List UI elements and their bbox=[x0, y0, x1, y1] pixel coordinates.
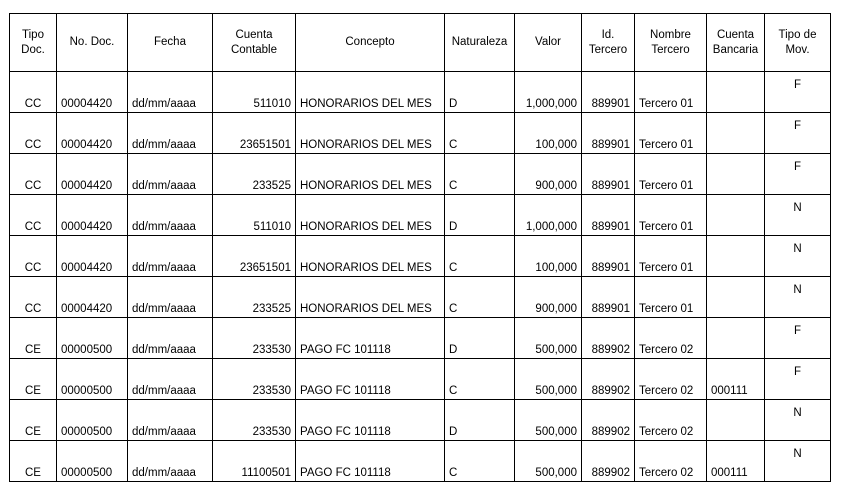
cell-fecha: dd/mm/aaaa bbox=[128, 72, 213, 113]
cell-cuenta-bancaria bbox=[707, 400, 765, 441]
cell-concepto: HONORARIOS DEL MES bbox=[296, 154, 445, 195]
cell-naturaleza: C bbox=[445, 441, 515, 482]
cell-nombre-tercero: Tercero 01 bbox=[635, 195, 707, 236]
accounting-entries-table bbox=[9, 13, 831, 482]
cell-id-tercero: 889902 bbox=[582, 318, 635, 359]
cell-id-tercero: 889902 bbox=[582, 359, 635, 400]
cell-naturaleza: D bbox=[445, 72, 515, 113]
cell-valor: 500,000 bbox=[515, 318, 582, 359]
cell-tipo-doc: CE bbox=[10, 359, 57, 400]
cell-nombre-tercero: Tercero 02 bbox=[635, 318, 707, 359]
cell-cuenta-contable: 23651501 bbox=[213, 236, 296, 277]
cell-tipo-doc: CC bbox=[10, 154, 57, 195]
cell-cuenta-contable: 233530 bbox=[213, 318, 296, 359]
cell-id-tercero: 889901 bbox=[582, 277, 635, 318]
header-cuenta-contable: Cuenta Contable bbox=[213, 14, 296, 72]
cell-tipo-mov: N bbox=[765, 236, 831, 277]
cell-no-doc: 00004420 bbox=[57, 236, 128, 277]
cell-valor: 900,000 bbox=[515, 277, 582, 318]
cell-concepto: HONORARIOS DEL MES bbox=[296, 113, 445, 154]
cell-tipo-doc: CC bbox=[10, 195, 57, 236]
cell-fecha: dd/mm/aaaa bbox=[128, 195, 213, 236]
cell-valor: 500,000 bbox=[515, 400, 582, 441]
cell-no-doc: 00000500 bbox=[57, 441, 128, 482]
cell-naturaleza: C bbox=[445, 113, 515, 154]
cell-valor: 100,000 bbox=[515, 113, 582, 154]
cell-id-tercero: 889901 bbox=[582, 195, 635, 236]
cell-naturaleza: D bbox=[445, 400, 515, 441]
header-id-tercero: Id. Tercero bbox=[582, 14, 635, 72]
cell-cuenta-contable: 233525 bbox=[213, 277, 296, 318]
header-valor: Valor bbox=[515, 14, 582, 72]
table-row bbox=[10, 113, 831, 154]
accounting-entries-table-wrapper bbox=[9, 13, 831, 482]
cell-cuenta-bancaria: 000111 bbox=[707, 441, 765, 482]
cell-fecha: dd/mm/aaaa bbox=[128, 236, 213, 277]
cell-tipo-mov: N bbox=[765, 277, 831, 318]
cell-id-tercero: 889902 bbox=[582, 441, 635, 482]
table-row bbox=[10, 441, 831, 482]
cell-cuenta-contable: 23651501 bbox=[213, 113, 296, 154]
cell-valor: 100,000 bbox=[515, 236, 582, 277]
cell-cuenta-contable: 233530 bbox=[213, 400, 296, 441]
header-tipo-mov: Tipo de Mov. bbox=[765, 14, 831, 72]
header-fecha: Fecha bbox=[128, 14, 213, 72]
cell-tipo-mov: F bbox=[765, 72, 831, 113]
table-body bbox=[10, 72, 831, 482]
cell-tipo-mov: N bbox=[765, 441, 831, 482]
cell-tipo-doc: CC bbox=[10, 236, 57, 277]
cell-cuenta-bancaria bbox=[707, 72, 765, 113]
cell-fecha: dd/mm/aaaa bbox=[128, 441, 213, 482]
header-concepto: Concepto bbox=[296, 14, 445, 72]
cell-no-doc: 00004420 bbox=[57, 277, 128, 318]
cell-tipo-doc: CC bbox=[10, 113, 57, 154]
cell-tipo-mov: F bbox=[765, 113, 831, 154]
table-row bbox=[10, 154, 831, 195]
cell-concepto: HONORARIOS DEL MES bbox=[296, 72, 445, 113]
cell-tipo-mov: F bbox=[765, 318, 831, 359]
cell-nombre-tercero: Tercero 02 bbox=[635, 441, 707, 482]
table-row bbox=[10, 318, 831, 359]
cell-fecha: dd/mm/aaaa bbox=[128, 400, 213, 441]
cell-concepto: PAGO FC 101118 bbox=[296, 400, 445, 441]
cell-cuenta-contable: 511010 bbox=[213, 72, 296, 113]
cell-cuenta-contable: 511010 bbox=[213, 195, 296, 236]
cell-valor: 1,000,000 bbox=[515, 195, 582, 236]
cell-no-doc: 00004420 bbox=[57, 154, 128, 195]
cell-tipo-mov: F bbox=[765, 359, 831, 400]
cell-tipo-doc: CE bbox=[10, 441, 57, 482]
cell-no-doc: 00000500 bbox=[57, 318, 128, 359]
table-row bbox=[10, 236, 831, 277]
cell-cuenta-bancaria bbox=[707, 318, 765, 359]
cell-cuenta-contable: 233530 bbox=[213, 359, 296, 400]
cell-concepto: PAGO FC 101118 bbox=[296, 441, 445, 482]
cell-concepto: HONORARIOS DEL MES bbox=[296, 277, 445, 318]
header-cuenta-bancaria: Cuenta Bancaria bbox=[707, 14, 765, 72]
cell-concepto: PAGO FC 101118 bbox=[296, 318, 445, 359]
cell-valor: 900,000 bbox=[515, 154, 582, 195]
cell-naturaleza: D bbox=[445, 318, 515, 359]
table-row bbox=[10, 72, 831, 113]
cell-naturaleza: C bbox=[445, 359, 515, 400]
cell-nombre-tercero: Tercero 01 bbox=[635, 236, 707, 277]
table-row bbox=[10, 277, 831, 318]
cell-tipo-doc: CC bbox=[10, 72, 57, 113]
cell-cuenta-bancaria bbox=[707, 277, 765, 318]
cell-no-doc: 00004420 bbox=[57, 72, 128, 113]
cell-cuenta-bancaria bbox=[707, 195, 765, 236]
table-row bbox=[10, 359, 831, 400]
cell-id-tercero: 889901 bbox=[582, 154, 635, 195]
cell-nombre-tercero: Tercero 01 bbox=[635, 72, 707, 113]
cell-id-tercero: 889902 bbox=[582, 400, 635, 441]
cell-concepto: HONORARIOS DEL MES bbox=[296, 236, 445, 277]
cell-cuenta-contable: 11100501 bbox=[213, 441, 296, 482]
cell-nombre-tercero: Tercero 02 bbox=[635, 400, 707, 441]
header-tipo-doc: Tipo Doc. bbox=[10, 14, 57, 72]
cell-nombre-tercero: Tercero 02 bbox=[635, 359, 707, 400]
header-nombre-tercero: Nombre Tercero bbox=[635, 14, 707, 72]
cell-fecha: dd/mm/aaaa bbox=[128, 113, 213, 154]
cell-no-doc: 00004420 bbox=[57, 113, 128, 154]
cell-nombre-tercero: Tercero 01 bbox=[635, 154, 707, 195]
cell-fecha: dd/mm/aaaa bbox=[128, 359, 213, 400]
cell-fecha: dd/mm/aaaa bbox=[128, 277, 213, 318]
cell-no-doc: 00000500 bbox=[57, 400, 128, 441]
cell-concepto: HONORARIOS DEL MES bbox=[296, 195, 445, 236]
cell-tipo-doc: CE bbox=[10, 318, 57, 359]
header-row bbox=[10, 14, 831, 72]
cell-nombre-tercero: Tercero 01 bbox=[635, 113, 707, 154]
cell-cuenta-contable: 233525 bbox=[213, 154, 296, 195]
table-row bbox=[10, 400, 831, 441]
cell-cuenta-bancaria bbox=[707, 113, 765, 154]
cell-tipo-mov: F bbox=[765, 154, 831, 195]
cell-concepto: PAGO FC 101118 bbox=[296, 359, 445, 400]
cell-tipo-doc: CE bbox=[10, 400, 57, 441]
cell-naturaleza: C bbox=[445, 236, 515, 277]
header-no-doc: No. Doc. bbox=[57, 14, 128, 72]
cell-cuenta-bancaria bbox=[707, 236, 765, 277]
cell-no-doc: 00004420 bbox=[57, 195, 128, 236]
cell-naturaleza: D bbox=[445, 195, 515, 236]
cell-valor: 1,000,000 bbox=[515, 72, 582, 113]
cell-id-tercero: 889901 bbox=[582, 113, 635, 154]
cell-tipo-mov: N bbox=[765, 400, 831, 441]
cell-nombre-tercero: Tercero 01 bbox=[635, 277, 707, 318]
cell-valor: 500,000 bbox=[515, 359, 582, 400]
cell-id-tercero: 889901 bbox=[582, 236, 635, 277]
cell-naturaleza: C bbox=[445, 154, 515, 195]
table-row bbox=[10, 195, 831, 236]
cell-naturaleza: C bbox=[445, 277, 515, 318]
cell-tipo-doc: CC bbox=[10, 277, 57, 318]
cell-cuenta-bancaria bbox=[707, 154, 765, 195]
cell-cuenta-bancaria: 000111 bbox=[707, 359, 765, 400]
cell-no-doc: 00000500 bbox=[57, 359, 128, 400]
cell-valor: 500,000 bbox=[515, 441, 582, 482]
cell-fecha: dd/mm/aaaa bbox=[128, 318, 213, 359]
header-naturaleza: Naturaleza bbox=[445, 14, 515, 72]
cell-id-tercero: 889901 bbox=[582, 72, 635, 113]
cell-fecha: dd/mm/aaaa bbox=[128, 154, 213, 195]
cell-tipo-mov: N bbox=[765, 195, 831, 236]
